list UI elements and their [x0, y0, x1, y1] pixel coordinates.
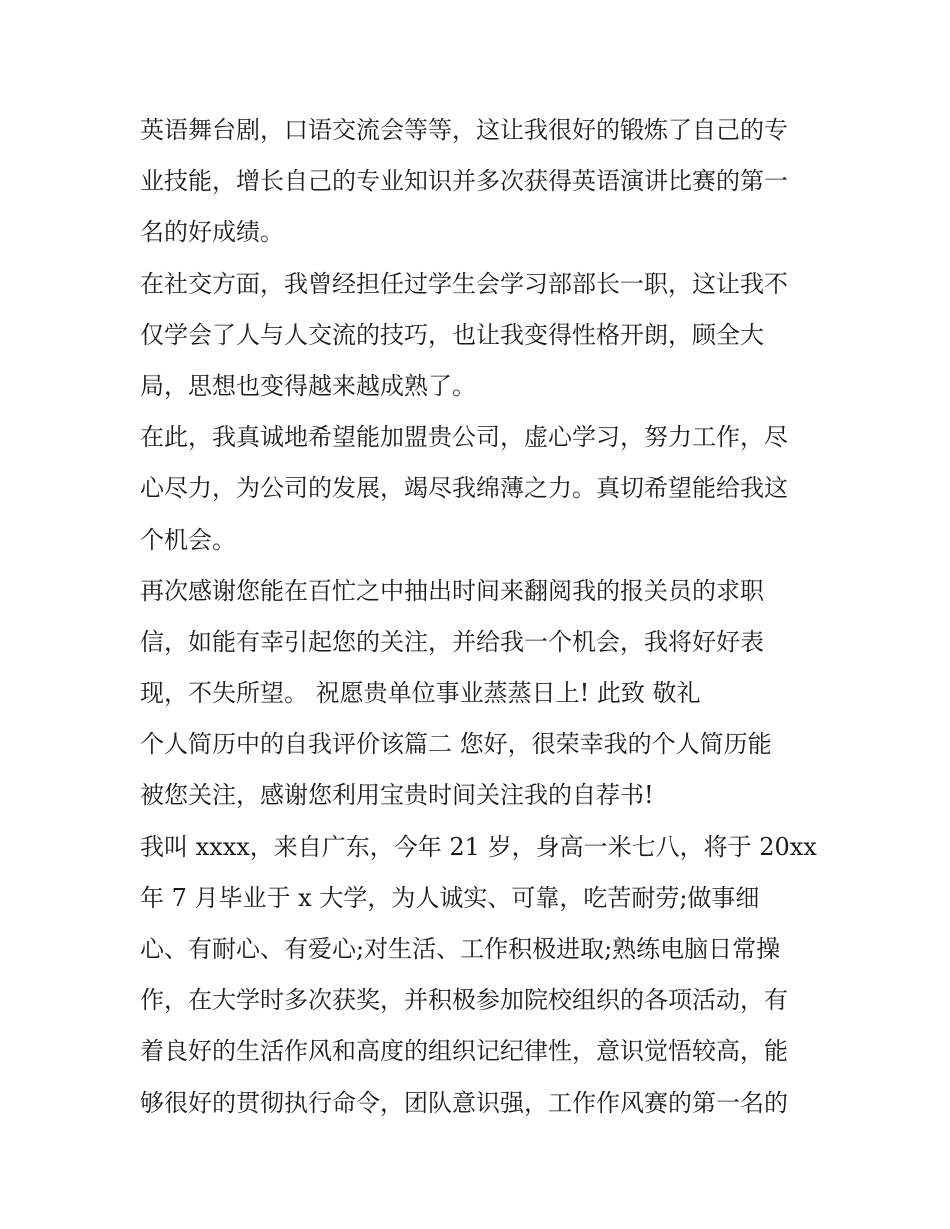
text-line: 个人简历中的自我评价该篇二 您好，很荣幸我的个人简历能	[140, 730, 772, 759]
text-line: 现，不失所望。 祝愿贵单位事业蒸蒸日上! 此致 敬礼	[140, 679, 701, 708]
body-text	[140, 105, 820, 1129]
text-line: 被您关注，感谢您利用宝贵时间关注我的自荐书!	[140, 781, 654, 810]
text-line: 够很好的贯彻执行命令，团队意识强，工作作风赛的第一名的	[140, 1088, 788, 1117]
text-line: 我叫 xxxx，来自广东，今年 21 岁，身高一米七八，将于 20xx	[140, 832, 817, 861]
text-line: 在此，我真诚地希望能加盟贵公司，虚心学习，努力工作，尽	[140, 423, 788, 452]
text-line: 信，如能有幸引起您的关注，并给我一个机会，我将好好表	[140, 627, 764, 656]
text-line: 个机会。	[140, 525, 236, 554]
text-line: 着良好的生活作风和高度的组织记纪律性，意识觉悟较高，能	[140, 1037, 788, 1066]
text-line: 业技能，增长自己的专业知识并多次获得英语演讲比赛的第一	[140, 167, 788, 196]
text-line: 再次感谢您能在百忙之中抽出时间来翻阅我的报关员的求职	[140, 576, 764, 605]
text-line: 年 7 月毕业于 x 大学，为人诚实、可靠，吃苦耐劳;做事细	[140, 883, 760, 912]
text-line: 在社交方面，我曾经担任过学生会学习部部长一职，这让我不	[140, 269, 788, 298]
text-line: 名的好成绩。	[140, 218, 284, 247]
text-line: 英语舞台剧，口语交流会等等，这让我很好的锻炼了自己的专	[140, 116, 788, 144]
text-line: 作，在大学时多次获奖，并积极参加院校组织的各项活动，有	[140, 986, 788, 1015]
text-line: 仅学会了人与人交流的技巧，也让我变得性格开朗，顾全大	[140, 320, 764, 349]
text-line: 心尽力，为公司的发展，竭尽我绵薄之力。真切希望能给我这	[140, 474, 788, 503]
text-line: 心、有耐心、有爱心;对生活、工作积极进取;熟练电脑日常操	[140, 935, 781, 963]
text-line: 局，思想也变得越来越成熟了。	[140, 371, 476, 400]
